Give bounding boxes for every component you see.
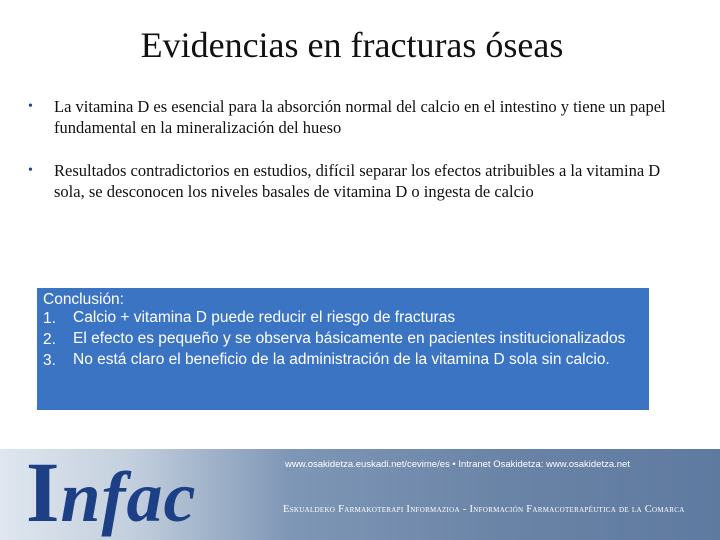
bullet-text: La vitamina D es esencial para la absorción normal del calcio en el intestino y tiene un papel fundamental en la mineralización del hueso bbox=[54, 97, 666, 137]
conclusion-text: El efecto es pequeño y se observa básicamente en pacientes institucionalizados bbox=[73, 330, 626, 347]
bullet-list bbox=[28, 96, 688, 224]
conclusion-item bbox=[43, 351, 641, 370]
logo-initial: I bbox=[26, 444, 61, 540]
footer-urls: www.osakidetza.euskadi.net/cevime/es • Intranet Osakidetza: www.osakidetza.net bbox=[285, 459, 630, 470]
conclusion-text: Calcio + vitamina D puede reducir el riesgo de fracturas bbox=[73, 309, 456, 326]
bullet-marker: • bbox=[28, 163, 33, 178]
conclusion-heading: Conclusión: bbox=[43, 291, 124, 308]
conclusion-box bbox=[37, 288, 649, 410]
bullet-item bbox=[28, 96, 688, 138]
conclusion-item bbox=[43, 330, 641, 349]
conclusion-number: 3. bbox=[43, 352, 56, 369]
conclusion-text: No está claro el beneficio de la administración de la vitamina D sola sin calcio. bbox=[73, 351, 610, 368]
conclusion-number: 2. bbox=[43, 331, 56, 348]
footer-subtitle: Eskualdeko Farmakoterapi Informazioa - Información Farmacoterapéutica de la Comarca bbox=[283, 504, 685, 515]
logo-rest: nfac bbox=[60, 457, 197, 537]
slide-title: Evidencias en fracturas óseas bbox=[140, 25, 564, 65]
bullet-text: Resultados contradictorios en estudios, difícil separar los efectos atribuibles a la vitamina D sola, se desconocen los niveles basales de vitamina D o ingesta de calcio bbox=[54, 161, 661, 201]
conclusion-number: 1. bbox=[43, 310, 56, 327]
infac-logo bbox=[26, 444, 197, 540]
bullet-item bbox=[28, 160, 688, 202]
conclusion-item bbox=[43, 309, 641, 328]
bullet-marker: • bbox=[28, 99, 33, 114]
